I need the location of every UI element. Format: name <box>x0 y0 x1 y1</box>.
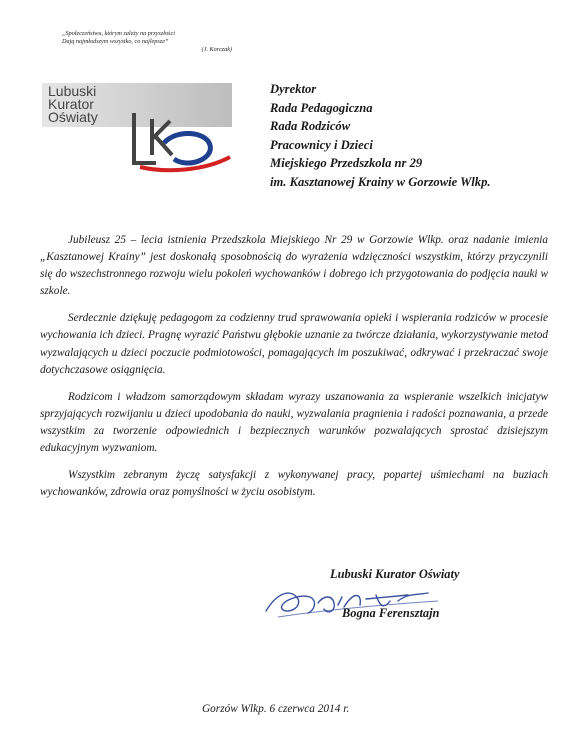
quote-line: „Społeczeństwu, którym zależy na przyszłości <box>62 30 175 37</box>
addressee-block <box>270 80 560 192</box>
signatory-name: Bogna Ferensztajn <box>342 606 440 620</box>
logo-text <box>48 85 98 124</box>
body-paragraph: Jubileusz 25 – lecia istnienia Przedszkola Miejskiego Nr 29 w Gorzowie Wlkp. oraz nadanie imienia „Kasztanowej Krainy” jest doskonałą sposobnością do wyrażenia wdzięczności wszystkim, którzy przyczynili się do wszechstronnego rozwoju wielu pokoleń wychowanków i dobrego ich przygotowania do podjęcia nauki w szkole. <box>40 234 548 298</box>
addressee-line: Pracownicy i Dzieci <box>270 137 373 152</box>
kuratorium-logo <box>38 83 238 178</box>
place-and-date: Gorzów Wlkp. 6 czerwca 2014 r. <box>202 703 350 715</box>
addressee-line: Dyrektor <box>270 82 317 96</box>
logo-line: Kurator <box>48 96 94 112</box>
addressee-line: im. Kasztanowej Krainy w Gorzowie Wlkp. <box>270 174 491 189</box>
quote-author: (J. Korczak) <box>201 46 232 54</box>
addressee-line: Miejskiego Przedszkola nr 29 <box>270 156 423 171</box>
lko-mark-icon <box>126 109 236 175</box>
addressee-line: Rada Pedagogiczna <box>270 100 373 115</box>
logo-line: Lubuski <box>48 83 97 99</box>
body-paragraph: Wszystkim zebranym życzę satysfakcji z wykonywanej pracy, popartej uśmiechami na buziach wychowanków, zdrowia oraz pomyślności w życiu osobistym. <box>40 469 548 499</box>
logo-line: Oświaty <box>48 109 98 125</box>
signatory-title: Lubuski Kurator Oświaty <box>330 567 460 581</box>
body-paragraph: Rodzicom i władzom samorządowym składam wyrazy uszanowania za wspieranie wszelkich inicjatyw sprzyjających rozwijaniu u dzieci upodobania do nauki, wyzwalania pragnienia i radości poznawania, a przede wszystkim za tworzenie odpowiednich i bezpiecznych warunków pozwalających sprostać dzisiejszym edukacyjnym wyzwaniom. <box>40 390 548 455</box>
korczak-quote <box>62 30 262 55</box>
letter-body <box>40 232 548 511</box>
body-paragraph: Serdecznie dziękuję pedagogom za codzienny trud sprawowania opieki i wspierania rodziców w procesie wychowania ich dzieci. Pragnę wyrazić Państwu głębokie uznanie za twórcze działania, wykorzystywanie metod wyzwalających u dzieci poczucie podmiotowości, pomagających im poszukiwać, odkrywać i przekraczać swoje dotychczasowe osiągnięcia. <box>40 312 548 376</box>
quote-line: Dają najmłodszym wszystko, co najlepsze” <box>62 38 169 46</box>
addressee-line: Rada Rodziców <box>270 119 351 134</box>
